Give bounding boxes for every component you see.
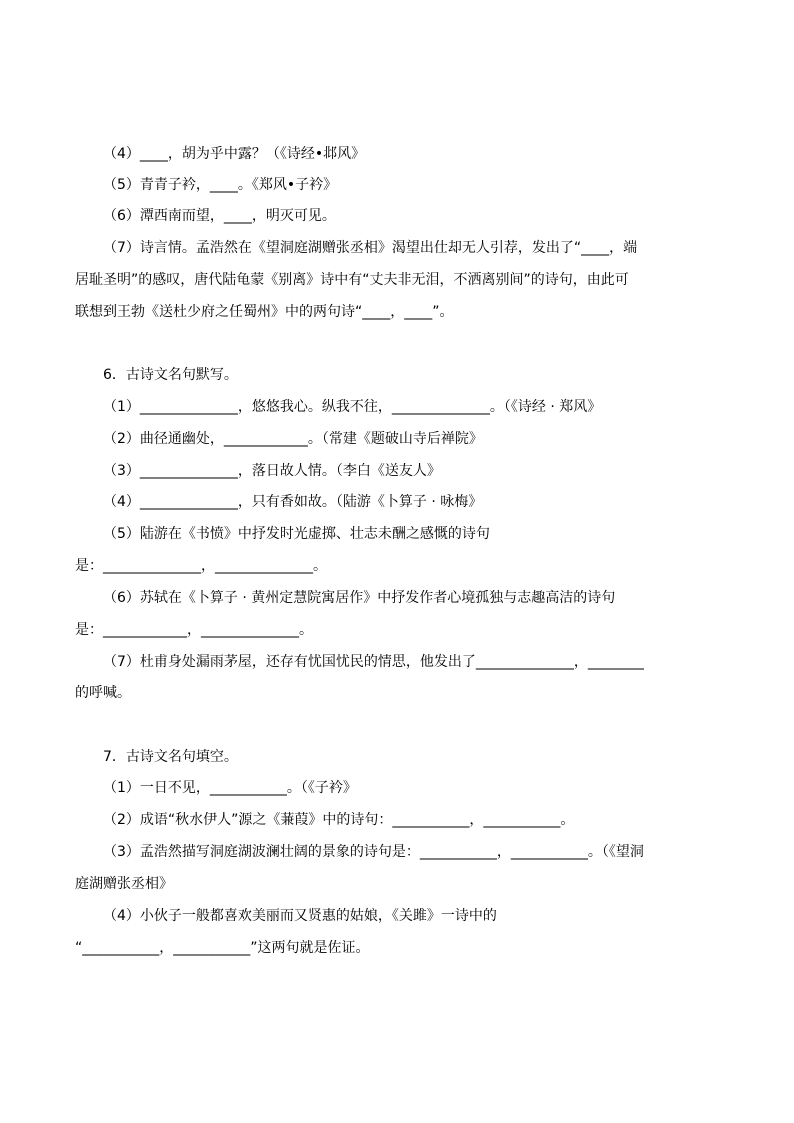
- q6-item-5-line2: 是：______________，______________。: [75, 558, 327, 574]
- q6-item-1: （1）______________，悠悠我心。纵我不往，______________。（《诗经 · 郑风》: [103, 399, 602, 415]
- q5-item-6: （6）潭西南而望，____，明灭可见。: [103, 208, 336, 224]
- q5-item-5: （5）青青子衿，____。《郑风•子衿》: [103, 177, 338, 193]
- q7-item-1: （1）一日不见，___________。（《子衿》: [103, 780, 357, 796]
- q5-item-7-line2: 居耻圣明”的感叹，唐代陆龟蒙《别离》诗中有“丈夫非无泪，不洒离别间”的诗句，由此可: [75, 272, 629, 288]
- q6-item-5: （5）陆游在《书愤》中抒发时光虚掷、壮志未酬之感慨的诗句: [103, 526, 490, 542]
- q6-item-3: （3）______________，落日故人情。（李白《送友人》: [103, 463, 441, 479]
- q6-item-7-line2: 的呼喊。: [75, 685, 131, 701]
- q5-item-7-line3: 联想到王勃《送杜少府之任蜀州》中的两句诗“____，____”。: [75, 304, 454, 320]
- q6-item-7: （7）杜甫身处漏雨茅屋，还存有忧国忧民的情思，他发出了______________，________: [103, 654, 644, 670]
- q7-title: 7．古诗文名句填空。: [103, 749, 238, 765]
- q6-item-4: （4）______________，只有香如故。（陆游《卜算子 · 咏梅》: [103, 494, 483, 510]
- q7-item-4-line2: “___________，___________”这两句就是佐证。: [75, 940, 370, 956]
- q7-item-4: （4）小伙子一般都喜欢美丽而又贤惠的姑娘，《关雎》一诗中的: [103, 908, 497, 924]
- q5-item-7: （7）诗言情。孟浩然在《望洞庭湖赠张丞相》渴望出仕却无人引荐，发出了“____，端: [103, 240, 638, 256]
- q5-item-4: （4）____，胡为乎中露？（《诗经•邶风》: [103, 146, 366, 162]
- q7-item-3: （3）孟浩然描写洞庭湖波澜壮阔的景象的诗句是：___________，___________。（《望洞: [103, 844, 644, 860]
- q6-item-2: （2）曲径通幽处，____________。（常建《题破山寺后禅院》: [103, 431, 483, 447]
- q7-item-3-line2: 庭湖赠张丞相》: [75, 876, 173, 892]
- q6-title: 6．古诗文名句默写。: [103, 367, 238, 383]
- q6-item-6-line2: 是：____________，______________。: [75, 622, 313, 638]
- q6-item-6: （6）苏轼在《卜算子 · 黄州定慧院寓居作》中抒发作者心境孤独与志趣高洁的诗句: [103, 590, 616, 606]
- q7-item-2: （2）成语“秋水伊人”源之《蒹葭》中的诗句：___________，___________。: [103, 812, 575, 828]
